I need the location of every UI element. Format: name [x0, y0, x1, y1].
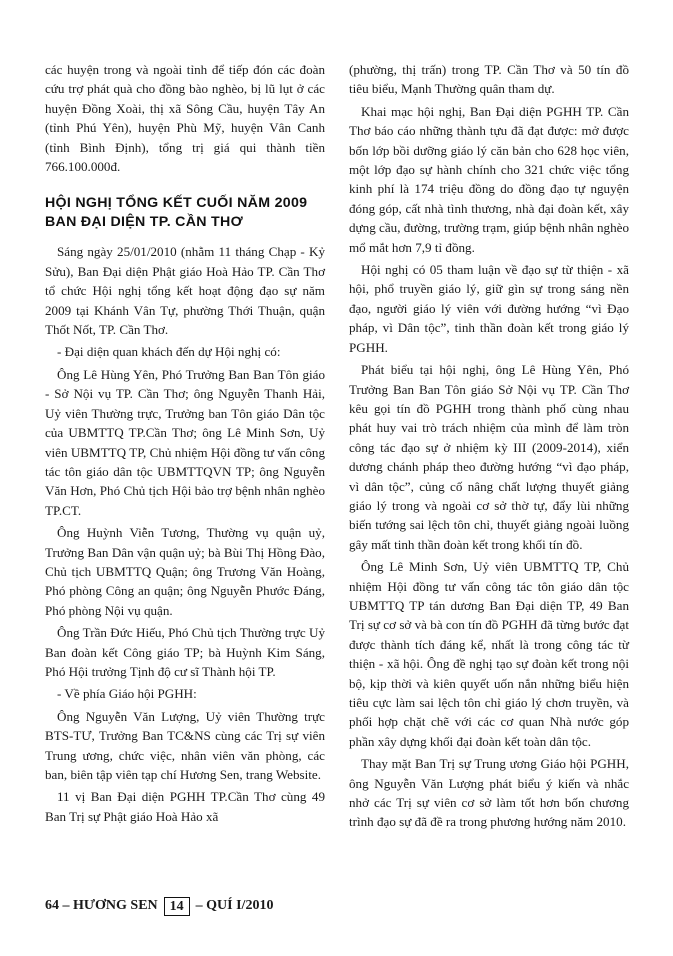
- article-heading: HỘI NGHỊ TỔNG KẾT CUỐI NĂM 2009 BAN ĐẠI DIỆN TP. CẦN THƠ: [45, 195, 308, 231]
- paragraph-guests-religious: Ông Trần Đức Hiếu, Phó Chủ tịch Thường trực Uỷ Ban đoàn kết Công giáo TP; bà Huỳnh Kim Sáng, Phó Hội trưởng Tịnh độ cư sĩ Thành hội TP.: [45, 625, 325, 679]
- right-column: [349, 60, 629, 835]
- paragraph-pghh-intro: - Về phía Giáo hội PGHH:: [57, 686, 197, 702]
- paragraph-guests-city: Ông Lê Hùng Yên, Phó Trưởng Ban Ban Tôn giáo - Sở Nội vụ TP. Cần Thơ; ông Nguyễn Thanh Hải, Uỷ viên Thường trực, Trưởng ban Tôn giáo Dân tộc của UBMTTQ TP.Cần Thơ; ông Lê Minh Sơn, Uỷ viên UBMTTQ TP, Chủ nhiệm Hội đồng tư vấn công tác tôn giáo dân tộc UBMTTQVN TP; ông Nguyễn Văn Hơn, Phó Chủ tịch Hội bảo trợ bệnh nhân nghèo TP.CT.: [45, 366, 325, 518]
- left-column: [45, 60, 325, 829]
- paragraph-speech-le-minh-son: Ông Lê Minh Sơn, Uỷ viên UBMTTQ TP, Chủ nhiệm Hội đồng tư vấn công tác tôn giáo dân tộc UBMTTQ TP tán dương Ban Đại diện TP, 49 Ban Trị sự cơ sở và bà con tín đồ PGHH đã từng bước đạt được thành tích đáng kể, nhất là trong công tác từ thiện - xã hội. Ông đề nghị tạo sự đoàn kết trong nội bộ, kịp thời và kiên quyết uốn nắn những biểu hiện tiêu cực làm sai lệch tôn chỉ giáo lý chơn truyền, và phối hợp chặt chẽ với các cơ quan Nhà nước góp phần xây dựng khối đại đoàn kết toàn dân tộc.: [349, 559, 629, 749]
- paragraph-presentations: Hội nghị có 05 tham luận về đạo sự từ thiện - xã hội, phổ truyền giáo lý, giữ gìn sự trong sáng nền đạo, người giáo lý viên với đường hướng “vì Đạo pháp, vì Dân tộc”, tinh thần đoàn kết trong giáo lý PGHH.: [349, 262, 629, 355]
- paragraph-speech-le-hung-yen: Phát biểu tại hội nghị, ông Lê Hùng Yên, Phó Trưởng Ban Ban Tôn giáo Sở Nội vụ TP. Cần Thơ kêu gọi tín đồ PGHH trong thành phố cùng nhau phát huy vai trò trách nhiệm của mình để làm tròn công tác đạo sự ở nhiệm kỳ III (2009-2014), xiển dương chánh pháp theo đường hướng “vì đạo pháp, vì dân tộc”, củng cố nâng chất lượng thuyết giảng giáo lý trong và ngoài cơ sở thờ tự, đẩy lùi những biến tướng sai lệch tôn chỉ, thuyết giảng ngoài luồng gây mất tinh thần đoàn kết trong khối tín đồ.: [349, 362, 629, 552]
- paragraph-continuation: (phường, thị trấn) trong TP. Cần Thơ và 50 tín đồ tiêu biểu, Mạnh Thường quân tham dự.: [349, 62, 629, 97]
- paragraph-pghh-officials: Ông Nguyễn Văn Lượng, Uỷ viên Thường trực BTS-TƯ, Trưởng Ban TC&NS cùng các Trị sự viên Trung ương, chức việc, nhân viên văn phòng, các ban, biên tập viên tạp chí Hương Sen, trang Website.: [45, 708, 325, 782]
- footer-quarter: – QUÍ I/2010: [195, 898, 274, 913]
- paragraph-representatives: 11 vị Ban Đại diện PGHH TP.Cần Thơ cùng 49 Ban Trị sự Phật giáo Hoà Hảo xã: [45, 789, 325, 824]
- paragraph-guests-intro: - Đại diện quan khách đến dự Hội nghị có:: [57, 344, 281, 360]
- footer-page-title: 64 – HƯƠNG SEN: [45, 898, 158, 913]
- paragraph-speech-nguyen-van-luong: Thay mặt Ban Trị sự Trung ương Giáo hội PGHH, ông Nguyễn Văn Lượng phát biểu ý kiến và nhắc nhở các Trị sự viên cơ sở làm tốt hơn bốn chương trình đạo sự đã đề ra trong phương hướng năm 2010.: [349, 756, 629, 830]
- paragraph-opening: Sáng ngày 25/01/2010 (nhằm 11 tháng Chạp - Kỷ Sửu), Ban Đại diện Phật giáo Hoà Hảo TP. Cần Thơ tổ chức Hội nghị tổng kết hoạt động đạo sự năm 2009 tại Khánh Vân Tự, phường Thới Thuận, quận Thốt Nốt, TP. Cần Thơ.: [45, 244, 325, 338]
- paragraph-report: Khai mạc hội nghị, Ban Đại diện PGHH TP. Cần Thơ báo cáo những thành tựu đã đạt được: mở được bốn lớp bồi dưỡng giáo lý căn bản cho 628 học viên, một lớp đạo sự hành chính cho 321 chức việc tổng kinh phí là 174 triệu đồng do đồng đạo tự nguyện đóng góp, cất nhà tình thương, nhà đại đoàn kết, xây dựng cầu, đường, trường trạm, giúp bệnh nhân nghèo mổ mắt hơn 7,9 tỉ đồng.: [349, 103, 629, 255]
- footer-issue-number: 14: [164, 897, 190, 916]
- page-footer: [45, 896, 273, 916]
- paragraph-guests-district: Ông Huỳnh Viễn Tương, Thường vụ quận uỷ, Trưởng Ban Dân vận quận uỷ; bà Bùi Thị Hồng Đào, Chủ tịch UBMTTQ Quận; ông Trương Văn Hoàng, Phó phòng Công an quận; ông Nguyễn Phước Đáng, Phó phòng Nội vụ quận.: [45, 525, 325, 618]
- intro-paragraph: các huyện trong và ngoài tỉnh để tiếp đón các đoàn cứu trợ phát quà cho đồng bào nghèo, bị lũ lụt ở các huyện Đồng Xoài, thị xã Sông Cầu, huyện Tây An (tỉnh Phú Yên), huyện Phù Mỹ, huyện Vân Canh (tỉnh Bình Định), tổng trị giá qui thành tiền 766.100.000đ.: [45, 62, 325, 175]
